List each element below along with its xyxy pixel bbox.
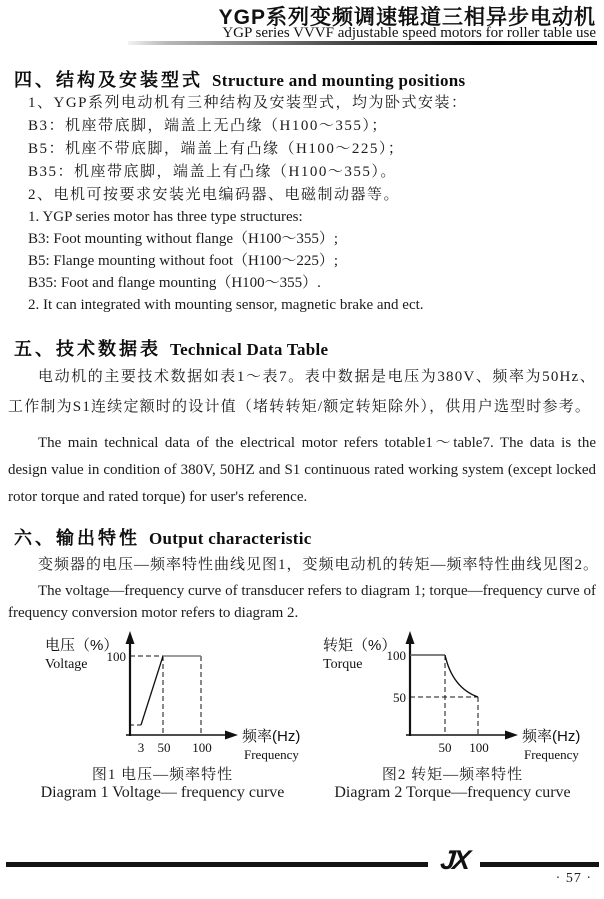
d2-curve-decay-segment (445, 655, 478, 697)
d1-x-axis-label-cn: 频率(Hz) (242, 728, 301, 745)
text-line: B5: Flange mounting without foot（H100～225）; (28, 253, 338, 269)
d1-y-tick-100: 100 (106, 649, 126, 664)
section4-english-lines (28, 206, 424, 316)
torque-frequency-diagram (310, 628, 595, 763)
torque-frequency-chart (310, 628, 595, 766)
section4-heading-cn: 四、结构及安装型式 (14, 70, 203, 90)
diagram1-caption-en: Diagram 1 Voltage— frequency curve (40, 784, 285, 801)
d2-x-axis-arrow-icon (505, 731, 518, 740)
d2-y-axis-label-cn: 转矩（%） (323, 637, 397, 654)
footer-rule-left (6, 862, 428, 867)
d2-y-axis-label-en: Torque (323, 657, 363, 672)
section5-heading (14, 335, 328, 361)
d2-x-axis-label-en: Frequency (524, 747, 579, 762)
section4-heading (14, 66, 465, 92)
page-number: · 57 · (555, 871, 592, 886)
section6-heading (14, 524, 312, 550)
d1-y-axis-arrow-icon (126, 631, 135, 644)
section6-heading-en: Output characteristic (149, 529, 312, 548)
section5-paragraph-en: The main technical data of the electrical motor refers totable1～table7. The data is the design value in condition of 380V, 50HZ and S1 continuous rated working system (except locked rotor torque and rated torque) for user's reference. (8, 435, 596, 505)
voltage-frequency-chart (20, 628, 305, 766)
footer-rule-right (480, 862, 599, 867)
d2-y-tick-100: 100 (386, 648, 406, 663)
d1-x-axis-label-en: Frequency (244, 747, 299, 762)
text-line: 2、电机可按要求安装光电编码器、电磁制动器等。 (28, 187, 401, 203)
text-line: 2. It can integrated with mounting sensor, magnetic brake and ect. (28, 297, 424, 313)
section5-heading-cn: 五、技术数据表 (14, 339, 161, 359)
section5-paragraph-cn: 电动机的主要技术数据如表1～表7。表中数据是电压为380V、频率为50Hz、工作制为S1连续定额时的设计值（堵转转矩/额定转矩除外），供用户选型时参考。 (8, 369, 596, 415)
section5-heading-en: Technical Data Table (170, 340, 329, 359)
d1-y-axis-label-cn: 电压（%） (45, 637, 119, 654)
page-title-en: YGP series VVVF adjustable speed motors for roller table use (222, 25, 596, 41)
diagram1-caption-cn: 图1 电压—频率特性 (91, 767, 234, 783)
d1-y-axis-label-en: Voltage (45, 657, 88, 672)
d1-x-axis-arrow-icon (225, 731, 238, 740)
text-line: 1、YGP系列电动机有三种结构及安装型式，均为卧式安装： (28, 95, 468, 111)
d2-x-axis-label-cn: 频率(Hz) (522, 728, 581, 745)
d1-x-tick-50: 50 (157, 740, 171, 755)
text-line: B3：机座带底脚，端盖上无凸缘（H100～355）； (28, 118, 388, 134)
d2-y-tick-50: 50 (393, 690, 406, 705)
d1-x-tick-3: 3 (137, 740, 145, 755)
text-line: B35: Foot and flange mounting（H100～355）. (28, 275, 321, 291)
section6-paragraph-en: The voltage—frequency curve of transducer refers to diagram 1; torque—frequency curve of frequency conversion motor refers to diagram 2. (8, 583, 596, 621)
section6-paragraph-cn: 变频器的电压—频率特性曲线见图1，变频电动机的转矩—频率特性曲线见图2。 (38, 557, 600, 573)
text-line: B5：机座不带底脚，端盖上有凸缘（H100～225）； (28, 141, 405, 157)
d2-x-tick-100: 100 (469, 740, 489, 755)
section4-heading-en: Structure and mounting positions (212, 71, 466, 90)
page-title-cn: YGP系列变频调速辊道三相异步电动机 (218, 6, 596, 29)
d1-curve-rising-segment (141, 656, 163, 725)
d2-y-axis-arrow-icon (406, 631, 415, 644)
text-line: B35：机座带底脚，端盖上有凸缘（H100～355）。 (28, 164, 397, 180)
header-divider (128, 41, 597, 45)
voltage-frequency-diagram (20, 628, 305, 763)
text-line: B3: Foot mounting without flange（H100～355）; (28, 231, 338, 247)
diagram2-caption-en: Diagram 2 Torque—frequency curve (334, 784, 571, 801)
d1-x-tick-100: 100 (192, 740, 212, 755)
publisher-logo: JX (438, 845, 470, 875)
text-line: 1. YGP series motor has three type structures: (28, 209, 303, 225)
section4-chinese-lines (28, 92, 468, 207)
section6-heading-cn: 六、输出特性 (14, 528, 140, 548)
d2-x-tick-50: 50 (438, 740, 452, 755)
diagram2-caption-cn: 图2 转矩—频率特性 (381, 767, 524, 783)
